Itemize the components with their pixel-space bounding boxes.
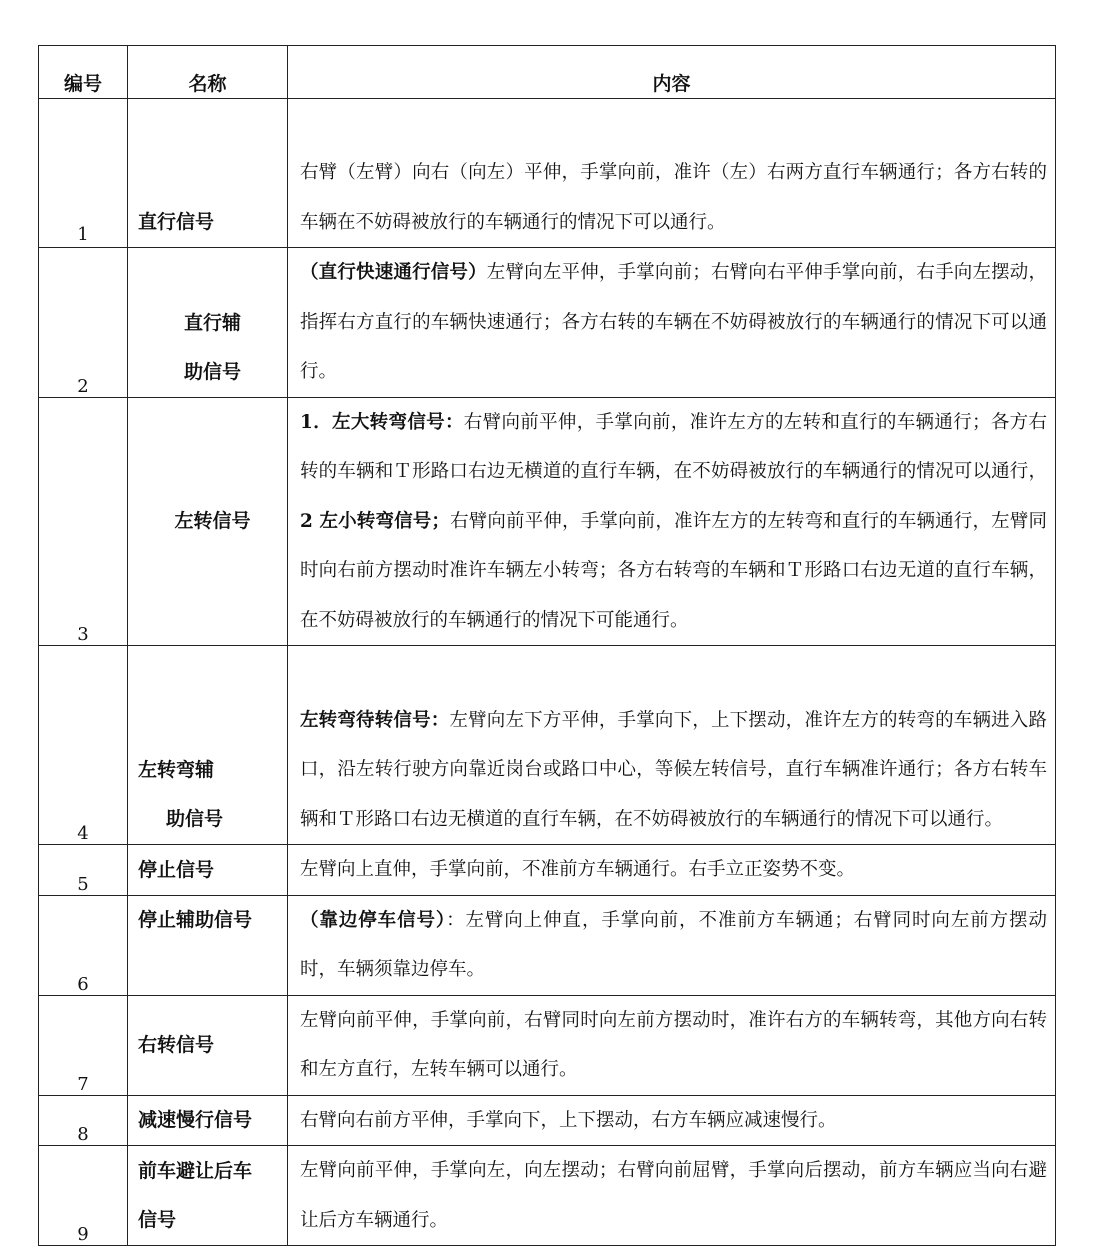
signal-description: 右臂向右前方平伸，手掌向下，上下摆动，右方车辆应减速慢行。 xyxy=(288,1095,1056,1146)
signal-description-text: 左臂向左下方平伸，手掌向下，上下摆动，准许左方的转弯的车辆进入路口，沿左转行驶方向靠近岗台或路口中心，等候左转信号，直行车辆准许通行；各方右转车辆和Ｔ形路口右边无横道的直行车辆，在不妨碍被放行的车辆通行的情况下可以通行。 xyxy=(300,709,1047,830)
signal-description xyxy=(288,248,1056,398)
signal-name-line1: 前车避让后车 xyxy=(138,1160,253,1182)
table-row xyxy=(39,646,1056,845)
signal-description xyxy=(288,397,1056,646)
table-row xyxy=(39,248,1056,398)
signal-description-text: ：左臂向上伸直，手掌向前，不准前方车辆通；右臂同时向左前方摆动时，车辆须靠边停车。 xyxy=(300,909,1047,980)
table-row xyxy=(39,895,1056,995)
row-number: 5 xyxy=(39,845,128,896)
signal-name-line2: 信号 xyxy=(138,1209,177,1231)
signal-alias: （靠边停车信号） xyxy=(300,909,447,931)
row-number: 6 xyxy=(39,895,128,995)
signal-name: 停止信号 xyxy=(128,845,288,896)
signal-name xyxy=(128,1146,288,1246)
signal-name: 直行信号 xyxy=(128,99,288,248)
signal-alias: （直行快速通行信号） xyxy=(300,262,487,283)
signal-description: 右臂（左臂）向右（向左）平伸，手掌向前，准许（左）右两方直行车辆通行；各方右转的车辆在不妨碍被放行的车辆通行的情况下可以通行。 xyxy=(288,99,1056,248)
table-row xyxy=(39,845,1056,896)
table-row xyxy=(39,397,1056,646)
signal-description-text: 左臂向左平伸，手掌向前；右臂向右平伸手掌向前，右手向左摆动，指挥右方直行的车辆快速通行；各方右转的车辆在不妨碍被放行的车辆通行的情况下可以通行。 xyxy=(300,262,1047,382)
header-num: 编号 xyxy=(39,46,128,99)
signal-name-line2: 助信号 xyxy=(166,808,224,830)
table-row xyxy=(39,99,1056,248)
row-number: 9 xyxy=(39,1146,128,1246)
signal-subtype-b: 2 左小转弯信号； xyxy=(300,510,450,532)
signal-description-text-a: 右臂向前平伸，手掌向前，准许左方的左转和直行的车辆通行；各方右转的车辆和Ｔ形路口右边无横道的直行车辆，在不妨碍被放行的车辆通行的情况可以通行， xyxy=(300,411,1047,482)
header-name: 名称 xyxy=(128,46,288,99)
row-number: 8 xyxy=(39,1095,128,1146)
signal-description xyxy=(288,895,1056,995)
row-number: 2 xyxy=(39,248,128,398)
signal-name xyxy=(128,248,288,398)
row-number: 4 xyxy=(39,646,128,845)
row-number: 3 xyxy=(39,397,128,646)
signal-subtype-a: 1．左大转弯信号： xyxy=(300,411,464,433)
table-row xyxy=(39,1146,1056,1246)
signal-name: 右转信号 xyxy=(128,995,288,1095)
signal-description-text-b: 右臂向前平伸，手掌向前，准许左方的左转弯和直行的车辆通行，左臂同时向右前方摆动时准许车辆左小转弯；各方右转弯的车辆和Ｔ形路口右边无道的直行车辆，在不妨碍被放行的车辆通行的情况下可能通行。 xyxy=(300,510,1047,631)
signal-description: 左臂向上直伸，手掌向前，不准前方车辆通行。右手立正姿势不变。 xyxy=(288,845,1056,896)
signal-description: 左臂向前平伸，手掌向前，右臂同时向左前方摆动时，准许右方的车辆转弯，其他方向右转和左方直行，左转车辆可以通行。 xyxy=(288,995,1056,1095)
signal-name-line1: 直行辅 xyxy=(183,311,241,334)
signal-name: 停止辅助信号 xyxy=(128,895,288,995)
table-row xyxy=(39,1095,1056,1146)
row-number: 1 xyxy=(39,99,128,248)
row-number: 7 xyxy=(39,995,128,1095)
signal-name-line1: 左转弯辅 xyxy=(138,759,215,781)
signal-name: 左转信号 xyxy=(128,397,288,646)
header-content: 内容 xyxy=(288,46,1056,99)
table-row xyxy=(39,995,1056,1095)
signal-name xyxy=(128,646,288,845)
signal-description xyxy=(288,646,1056,845)
signal-name: 减速慢行信号 xyxy=(128,1095,288,1146)
signal-description: 左臂向前平伸，手掌向左，向左摆动；右臂向前屈臂，手掌向后摆动，前方车辆应当向右避让后方车辆通行。 xyxy=(288,1146,1056,1246)
signal-alias: 左转弯待转信号： xyxy=(300,709,450,731)
traffic-signal-table xyxy=(38,45,1056,1246)
signal-name-line2: 助信号 xyxy=(183,360,241,383)
table-header-row xyxy=(39,46,1056,99)
